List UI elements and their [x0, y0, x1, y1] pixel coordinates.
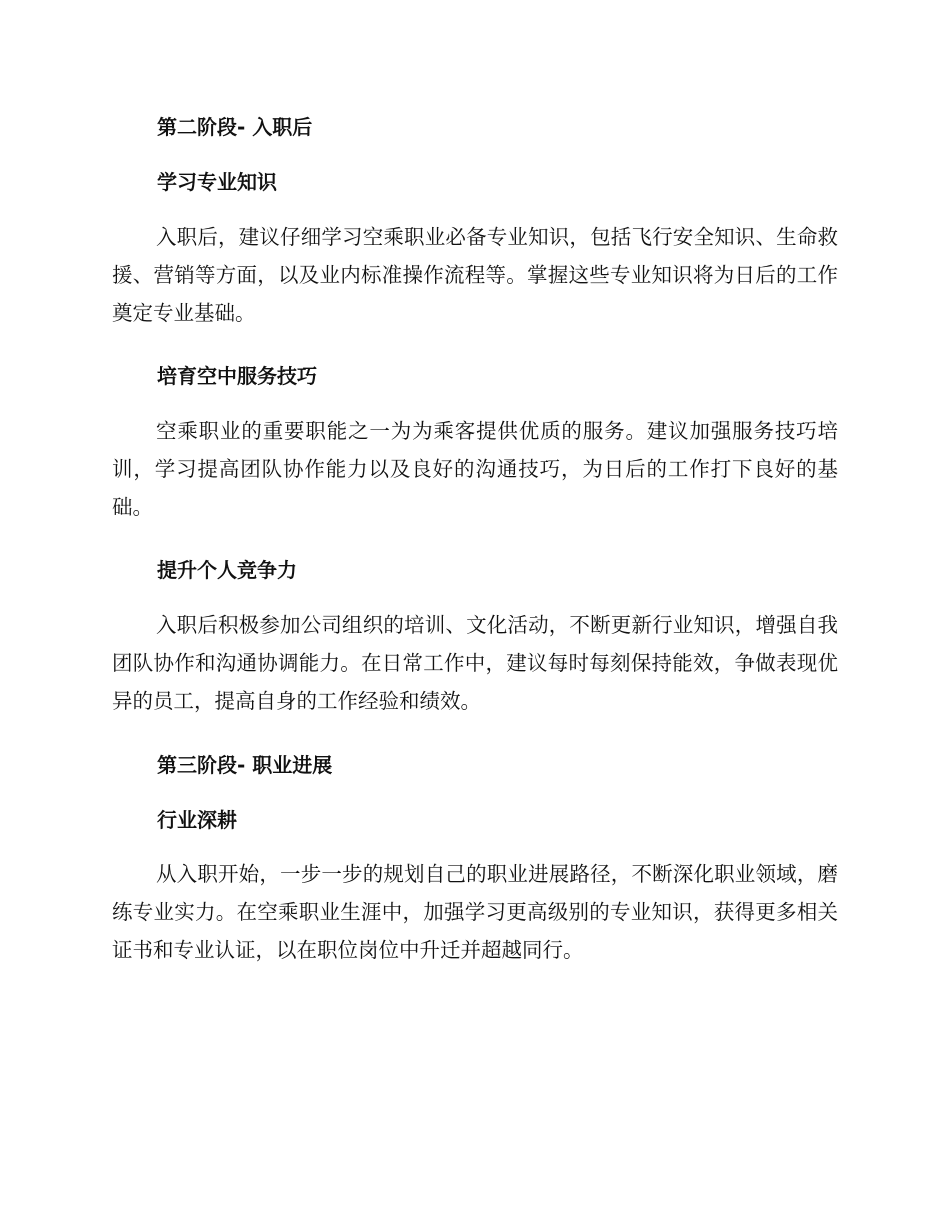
- section-body-industry-deepening: 从入职开始，一步一步的规划自己的职业进展路径，不断深化职业领域，磨练专业实力。在空乘职业生涯中，加强学习更高级别的专业知识，获得更多相关证书和专业认证，以在职位岗位中升迁并超越同行。: [112, 862, 838, 962]
- section-title-professional-knowledge: 学习专业知识: [157, 170, 277, 194]
- stage-2-heading: 第二阶段- 入职后: [157, 115, 313, 139]
- section-title-service-skills: 培育空中服务技巧: [157, 364, 317, 388]
- stage-3-heading: 第三阶段- 职业进展: [157, 753, 333, 777]
- section-body-professional-knowledge: 入职后，建议仔细学习空乘职业必备专业知识，包括飞行安全知识、生命救援、营销等方面，以及业内标准操作流程等。掌握这些专业知识将为日后的工作奠定专业基础。: [112, 225, 838, 325]
- section-title-competitiveness: 提升个人竞争力: [157, 558, 297, 582]
- section-body-competitiveness: 入职后积极参加公司组织的培训、文化活动，不断更新行业知识，增强自我团队协作和沟通协调能力。在日常工作中，建议每时每刻保持能效，争做表现优异的员工，提高自身的工作经验和绩效。: [112, 613, 838, 713]
- section-title-industry-deepening: 行业深耕: [157, 808, 237, 832]
- section-body-service-skills: 空乘职业的重要职能之一为为乘客提供优质的服务。建议加强服务技巧培训，学习提高团队协作能力以及良好的沟通技巧，为日后的工作打下良好的基础。: [112, 419, 838, 519]
